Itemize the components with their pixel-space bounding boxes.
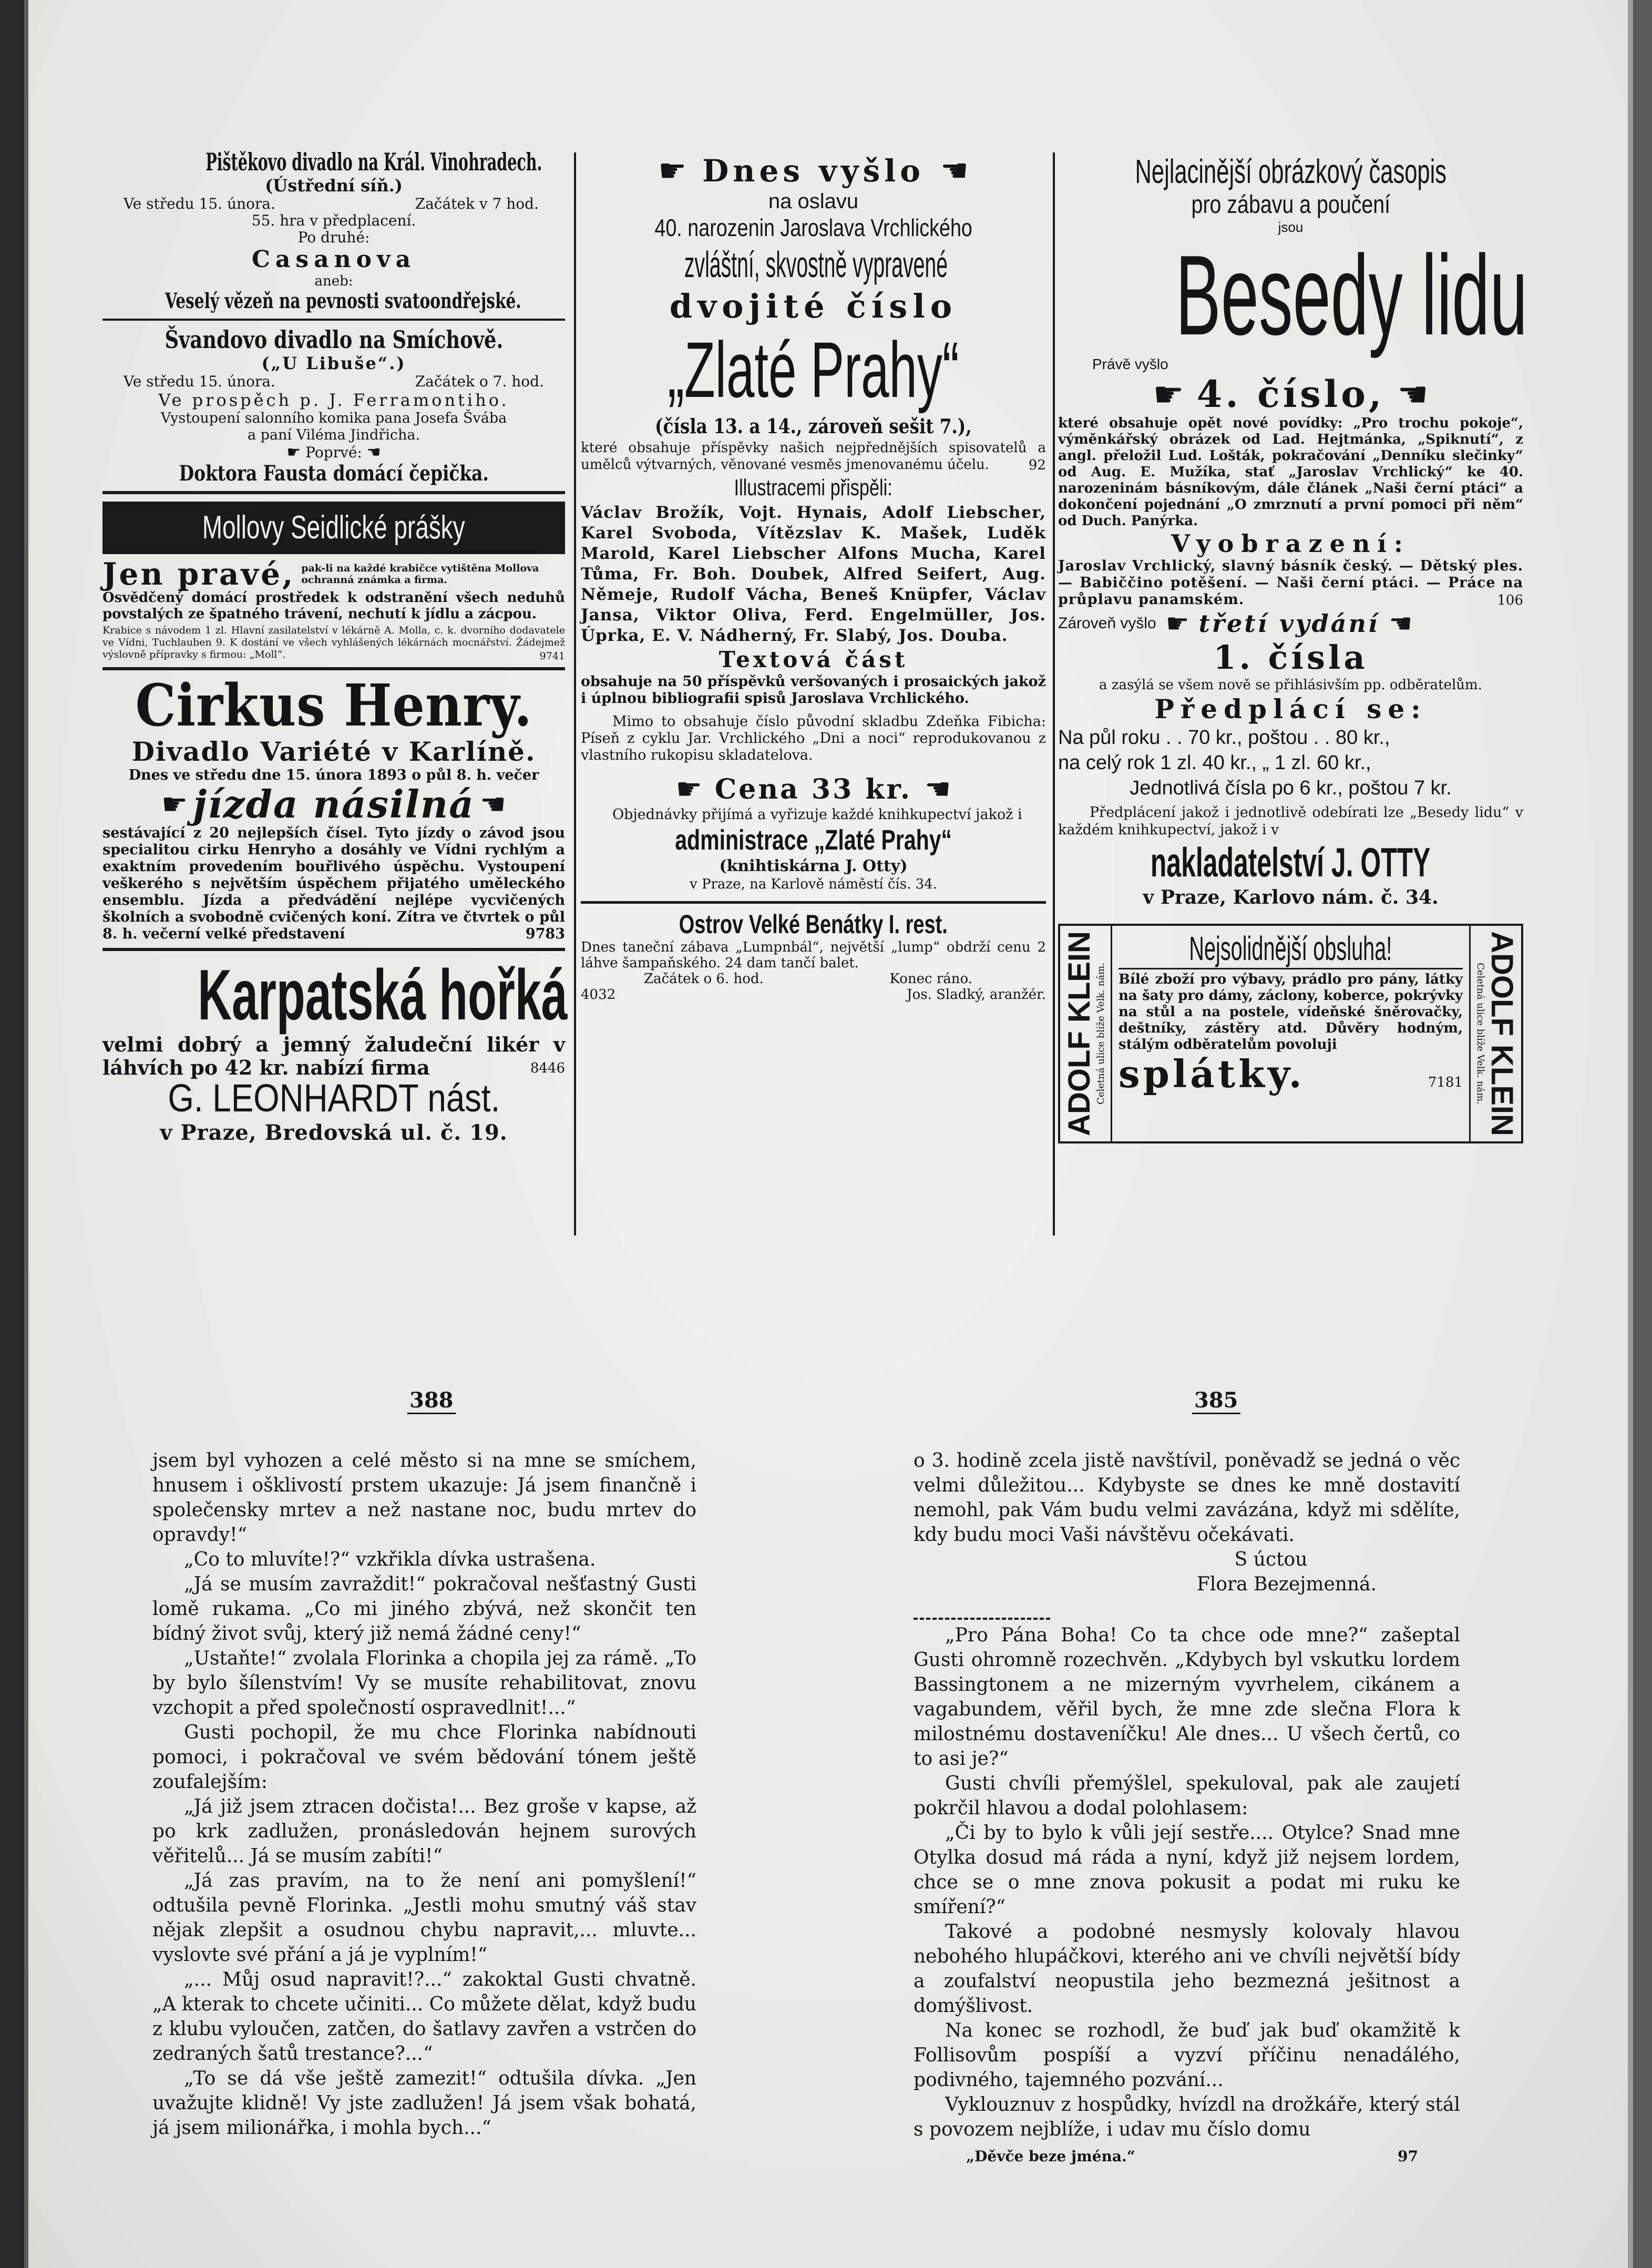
predplaci: Předplácí se:: [1154, 693, 1427, 724]
divider: [102, 948, 565, 951]
story-paragraph: „To se dá vše ještě zamezit!“ odtušila dívka. „Jen uvažujte klidně! Vy jste zadlužen! Já jsem však bohatá, já jsem milionářka, i mohla bych...“: [152, 2068, 696, 2139]
svand-hall: („U Libuše“.): [261, 353, 406, 373]
story-paragraph: „Pro Pána Boha! Co ta chce ode mne?“ zašeptal Gusti ohromně rozechvěn. „Kdybych byl vskutku lordem Bassingtonem a ne mizerným vyvrhelem, cikánem a vagabundem, věřil bych, že mne zde slečna Flora k milostnému dostaveníčku! Ale dnes... U všech čertů, co to asi je?“: [914, 1625, 1460, 1770]
story-paragraph: Takové a podobné nesmysly kolovaly hlavou nebohého hlupáčkovi, kterého ani ve chvíli největší bídy a zoufalství neopustila jeho bezmezná ješitnost a domýšlivost.: [914, 1921, 1460, 2017]
story-paragraph: jsem byl vyhozen a celé město si na mne se smíchem, hnusem i ošklivostí prstem ukazuje: Já jsem finančně i společensky mrtev a než nastane noc, budu mrtev do opravdy!“: [152, 1450, 696, 1546]
ostrov-time: Začátek o 6. hod.: [644, 971, 764, 987]
story-paragraph: „Co to mluvíte!?“ vzkřikla dívka ustrašena.: [184, 1549, 596, 1570]
cirkus-big: jízda násilná: [193, 782, 475, 826]
page-number-right: 385: [1192, 1388, 1240, 1414]
pointing-hand-left-icon: ☚: [925, 772, 951, 806]
cirkus-big-row: [102, 784, 565, 825]
besedy-head2: pro zábavu a poučení: [1191, 191, 1390, 219]
price-row-1: Na půl roku . . 70 kr., poštou . . 80 kr.,: [1058, 727, 1390, 749]
treti-row: [1058, 608, 1523, 639]
pointing-hand-icon: ☛: [658, 152, 686, 189]
divider: [102, 319, 565, 321]
scan-edge-left: [0, 0, 24, 2268]
cirkus-number: 9783: [525, 926, 565, 942]
klein-side-address: Celetná ulice blíže Velk. nám.: [1475, 963, 1486, 1105]
dvojite-cislo: dvojité číslo: [669, 287, 958, 325]
klein-center: [1112, 926, 1469, 1141]
story-paragraph: Gusti chvíli přemýšlel, spekuloval, pak ale zaujetí pokrčil hlavou a dodal polohlasem:: [914, 1773, 1460, 1819]
ostrov-sign-row: [581, 987, 1046, 1003]
klein-title: Nejsolidnější obsluha!: [1119, 929, 1463, 969]
klein-side-right: [1469, 926, 1521, 1141]
story-closing: S úctou: [1234, 1549, 1308, 1570]
pistek-hall: (Ústřední síň.): [265, 176, 403, 196]
story-footer-number: 97: [1398, 2148, 1418, 2165]
pointing-hand-left-icon: ☚: [940, 152, 969, 189]
story-column-left: [152, 1448, 696, 2140]
cena: Cena 33 kr.: [714, 773, 912, 805]
pistek-subscription: 55. hra v předplacení.: [251, 212, 416, 229]
moll-lead-note: pak-li na každé krabičce vytištěna Mollova ochranná známka a firma.: [301, 563, 539, 586]
dashed-separator: [914, 1618, 1050, 1620]
besedy-head1: Nejlacinější obrázkový časopis: [1135, 152, 1446, 190]
story-paragraph: o 3. hodině zcela jistě navštívil, poněvadž se jedná o věc velmi důležitou... Kdybyste se dnes ke mně dostavití nemohl, pak Vám budu velmi zavázána, když mi sdělíte, kdy budu moci Vaši návštěvu očekávati.: [914, 1450, 1460, 1546]
pointing-hand-left-icon: ☚: [1389, 608, 1413, 639]
pointing-hand-left-icon: ☚: [366, 443, 381, 462]
nakladatelstvi: nakladatelství J. OTTY: [1151, 839, 1431, 885]
cirkus-line: Dnes ve středu dne 15. února 1893 o půl 8. h. večer: [128, 767, 539, 783]
cislo1: 1. čísla: [1213, 638, 1368, 677]
column-rule-2: [1053, 152, 1055, 1235]
cislo4: 4. číslo,: [1196, 372, 1385, 416]
illustrator-names: Václav Brožík, Vojt. Hynais, Adolf Liebscher, Karel Svoboda, Vítězslav K. Mašek, Luděk Marold, Karel Liebscher Alfons Mucha, Karel Tůma, Fr. Boh. Doubek, Alfred Seifert, Aug. Němeje, Rudolf Vácha, Beneš Knüpfer, Václav Jansa, Viktor Oliva, Ferd. Engelmüller, Jos. Úprka, E. V. Nádherný, Fr. Slabý, Jos. Douba.: [581, 503, 1046, 645]
pistek-date-row: [102, 196, 565, 212]
predplaceni-body: Předplácení jakož i jednotlivě odebírati lze „Besedy lidu“ v každém knihkupectví, jakož i v: [1058, 804, 1523, 838]
karp-address: v Praze, Bredovská ul. č. 19.: [160, 1120, 508, 1145]
pointing-hand-left-icon: ☚: [479, 787, 506, 822]
story-paragraph: Na konec se rozhodl, že buď jak buď okamžitě k Follisovům pospíší a vyzví příčinu nenadálého, podivného, tajemného pozvání...: [914, 2020, 1460, 2091]
cisla: (čísla 13. a 14., zároveň sešit 7.),: [655, 414, 972, 438]
story-paragraph: „Ustaňte!“ zvolala Florinka a chopila jej za rámě. „To by bylo šílenstvím! Vy se musíte rehabilitovat, znovu vzchopit a před společností ospravedlnit!...“: [152, 1648, 696, 1719]
karp-number: 8446: [530, 1060, 565, 1076]
klein-side-name: ADOLF KLEIN: [1062, 931, 1096, 1136]
zlate-prahy: „Zlaté Prahy“: [668, 325, 959, 414]
besedy-title: Besedy lidu: [1175, 231, 1528, 359]
moll-number: 9741: [539, 650, 565, 662]
svand-first: Poprvé:: [305, 444, 362, 461]
dnes-row: [581, 152, 1046, 189]
besedy-prave: Právě vyšlo: [1092, 356, 1168, 372]
pointing-hand-icon: ☛: [1153, 374, 1184, 415]
story-footer: [914, 2142, 1460, 2169]
svand-perf2: a paní Viléma Jindřicha.: [247, 427, 420, 443]
cena-row: [581, 772, 1046, 806]
obsah: které obsahuje příspěvky našich nejpřednějších spisovatelů a umělců výtvarných, věnované vesměs jmenovanému účelu.: [581, 440, 1046, 473]
price-row-2: na celý rok 1 zl. 40 kr., „ 1 zl. 60 kr.,: [1058, 752, 1371, 774]
textova-cast: Textová část: [719, 647, 908, 672]
moll-body: Osvědčený domácí prostředek k odstranění všech neduhů povstalých ze špatného trávení, nechutí k jídlu a zácpou.: [102, 590, 565, 622]
ostrov-end: Konec ráno.: [889, 971, 972, 987]
moll-lead-row: [102, 558, 565, 590]
pistek-second: Po druhé:: [297, 229, 370, 246]
page-number-left: 388: [407, 1388, 456, 1414]
story-column-right: [914, 1448, 1460, 2169]
story-paragraph: Gusti pochopil, že mu chce Florinka nabídnouti pomoci, i pokračoval ve svém bědování tónem ještě zoufalejším:: [152, 1722, 696, 1793]
karp-title: Karpatská hořká: [198, 955, 568, 1035]
svand-play: Doktora Fausta domácí čepička.: [179, 461, 489, 486]
objednavky: Objednávky přijímá a vyřizuje každé knihkupectví jakož i: [612, 806, 1022, 823]
klein-side-name: ADOLF KLEIN: [1485, 931, 1519, 1136]
ad-column-left: [102, 148, 568, 1146]
ostrov-title: Ostrov Velké Benátky I. rest.: [679, 910, 948, 939]
karp-body: velmi dobrý a jemný žaludeční likér v láhvích po 42 kr. nabízí firma: [102, 1033, 565, 1079]
ostrov-body: Dnes taneční zábava „Lumpnbál“, největší „lump“ obdrží cenu 2 láhve šampaňského. 24 dam tančí balet.: [581, 939, 1046, 971]
divider: [102, 491, 565, 494]
klein-number: 7181: [1428, 1075, 1463, 1090]
cirkus-title: Cirkus Henry.: [135, 671, 532, 739]
nakladatelstvi-address: v Praze, Karlovo nám. č. 34.: [1143, 886, 1439, 908]
administrace: administrace „Zlaté Prahy“: [675, 824, 952, 856]
svand-date: Ve středu 15. února.: [124, 373, 275, 390]
zvlastni: zvláštní, skvostně vypravené: [684, 244, 948, 285]
na-oslavu: na oslavu: [768, 190, 859, 213]
obsah-number: 92: [1028, 457, 1046, 473]
praha-address: v Praze, na Karlově náměstí čís. 34.: [690, 876, 937, 892]
vyobrazeni-body: Jaroslav Vrchlický, slavný básník český. — Dětský ples. — Babiččino potěšení. — Naši černí ptáci. — Práce na průplavu panamském.: [1058, 558, 1523, 608]
column-rule-1: [574, 152, 576, 1235]
cislo4-row: [1058, 373, 1523, 415]
zaroven: Zároveň vyšlo: [1058, 615, 1156, 632]
vyobrazeni: Vyobrazení:: [1171, 529, 1410, 558]
svand-first-row: [102, 444, 565, 462]
story-paragraph: „Já zas pravím, na to že není ani pomyšlení!“ odtušila pevně Florinka. „Jestli mohu smutný váš stav nějak zlepšit a osudnou chybu napravit,... mluvte... vyslovte své přání a já je vyplním!“: [152, 1870, 696, 1966]
klein-side-address: Celetná ulice blíže Velk. nám.: [1095, 963, 1106, 1105]
klein-big-row: [1119, 1053, 1463, 1095]
story-paragraph: „Já již jsem ztracen dočista!... Bez groše v kapse, až po krk zadlužen, pronásledován hejnem surových věřitelů... Já se musím zabíti!“: [152, 1796, 696, 1867]
pistek-subtitle: Veselý vězeň na pevnosti svatoondřejské.: [165, 289, 521, 313]
klein-ad-box: [1058, 924, 1523, 1143]
scan-edge-right: [1633, 0, 1652, 2268]
svand-date-row: [102, 373, 565, 390]
pistek-title: Pištěkovo divadlo na Král. Vinohradech.: [206, 148, 542, 176]
pistek-date: Ve středu 15. února.: [124, 195, 275, 212]
dnes-vyslo: Dnes vyšlo: [702, 153, 925, 189]
ostrov-time-row: [581, 971, 1046, 987]
story-paragraph: Vyklouznuv z hospůdky, hvízdl na drožkáře, který stál s povozem nejblíže, i udav mu číslo domu: [914, 2094, 1460, 2140]
vyobrazeni-number: 106: [1497, 592, 1523, 608]
ad-column-middle: [581, 152, 1046, 1003]
narozenin: 40. narozenin Jaroslava Vrchlického: [654, 214, 972, 241]
story-signature: Flora Bezejmenná.: [1196, 1574, 1377, 1595]
pointing-hand-left-icon: ☚: [1397, 374, 1429, 415]
pistek-time: Začátek v 7 hod.: [415, 195, 539, 212]
pistek-aneb: aneb:: [314, 273, 353, 289]
scan-edge-left-shadow: [24, 0, 28, 2268]
divider: [102, 667, 565, 670]
klein-big: splátky.: [1119, 1051, 1305, 1096]
svand-perf1: Vystoupení salonního komika pana Josefa Švába: [160, 410, 507, 426]
ad-column-right: [1058, 152, 1528, 1143]
scan-edge-right-shadow: [1628, 0, 1633, 2268]
besedy-jsou: jsou: [1278, 219, 1304, 235]
pointing-hand-icon: ☛: [675, 772, 702, 806]
pointing-hand-icon: ☛: [161, 787, 188, 822]
knihtiskarna: (knihtiskárna J. Otty): [719, 857, 908, 875]
cirkus-subtitle: Divadlo Variété v Karlíně.: [131, 736, 536, 767]
pistek-play: Casanova: [251, 246, 416, 273]
divider: [581, 901, 1046, 904]
treti-vydani: třetí vydání: [1198, 609, 1380, 638]
svand-time: Začátek o 7. hod.: [415, 373, 544, 390]
zasila: a zasýlá se všem nově se přihlásivším pp. odběratelům.: [1099, 677, 1482, 693]
story-footer-title: „Děvče beze jména.“: [966, 2148, 1135, 2165]
story-paragraph: „Já se musím zavraždit!“ pokračoval nešťastný Gusti lomě rukama. „Co mi jiného zbývá, než skončit ten bídný život svůj, který již nemá žádné ceny!“: [152, 1574, 696, 1644]
price-row-3: Jednotlivá čísla po 6 kr., poštou 7 kr.: [1130, 777, 1452, 799]
karp-firm: G. LEONHARDT nást.: [168, 1076, 500, 1120]
ostrov-number: 4032: [581, 987, 616, 1003]
ilustracemi: Illustracemi přispěli:: [734, 475, 893, 500]
ostrov-sign: Jos. Sladký, aranžér.: [907, 987, 1046, 1003]
svand-title: Švandovo divadlo na Smíchově.: [165, 325, 503, 354]
story-paragraph: „... Můj osud napravit!?...“ zakoktal Gusti chvatně. „A kterak to chcete učiniti... Co můžete dělat, když budu z klubu vyloučen, zatčen, do šatlavy zavřen a vstrčen do zedraných šatů trestance?...“: [152, 1969, 696, 2065]
besedy-body: které obsahuje opět nové povídky: „Pro trochu pokoje“, výměnkářský obrázek od Lad. Hejtmánka, „Spiknutí“, z angl. přeložil Lud. Lošták, pokračování „Denníku slečinky“ od Aug. E. Mužíka, stať „Jaroslav Vrchlický“ ke 40. narozeninám básníkovým, dále článek „Naši černí ptáci“ a dokončení pojednání „O zmrznutí a první pomoci při něm“ od Duch. Panýrka.: [1058, 415, 1523, 529]
skladba: Mimo to obsahuje číslo původní skladbu Zdeňka Fibicha: Píseň z cyklu Jar. Vrchlického „Dni a noci“ reprodukovanou z vlastního rukopisu skladatelova.: [581, 713, 1046, 763]
textova-body: obsahuje na 50 příspěvků veršovaných i prosaických jakož i úplnou bibliografii spisů Jaroslava Vrchlického.: [581, 673, 1046, 707]
klein-body: Bílé zboží pro výbavy, prádlo pro pány, látky na šaty pro dámy, záclony, koberce, pokrývky na stůl a na postele, vídeňské šněrovačky, deštníky, zástěry atd. Důvěry hodným, stálým odběratelům povoluji: [1119, 972, 1463, 1053]
moll-fine: Krabice s návodem 1 zl. Hlavní zasilatelství v lékárně A. Molla, c. k. dvorního dodavatele ve Vídni, Tuchlauben 9. K dostání ve všech vyhlášených lékárnách mocnářství. Žádejmež výslovně přípravky s firmou: „Moll“.: [102, 625, 565, 660]
pointing-hand-icon: ☛: [286, 443, 301, 462]
story-paragraph: „Či by to bylo k vůli její sestře.... Otylce? Snad mne Otylka dosud má ráda a nyní, když již nejsem lordem, chce se o mne znova pokusit a podat mi ruku ke smíření?“: [914, 1822, 1460, 1918]
pointing-hand-icon: ☛: [1165, 608, 1189, 639]
moll-banner: Mollovy Seidlické prášky: [102, 502, 565, 554]
klein-side-left: [1060, 926, 1112, 1141]
svand-benefit: Ve prospěch p. J. Ferramontiho.: [158, 390, 509, 410]
moll-lead: Jen pravé,: [102, 556, 295, 592]
cirkus-body: sestávající z 20 nejlepších čísel. Tyto jízdy o závod jsou specialitou cirku Henryho a dosáhly ve Vídni rychlým a exaktním provedením bouřlivého úspěchu. Vystoupení veškerého s největším úspěchem přijatého uměleckého ensemblu. Jízda a předvádění nejlépe vycvičených školních a svobodně cvičených koní. Zítra ve čtvrtek o půl 8. h. večerní velké představení: [102, 825, 565, 942]
